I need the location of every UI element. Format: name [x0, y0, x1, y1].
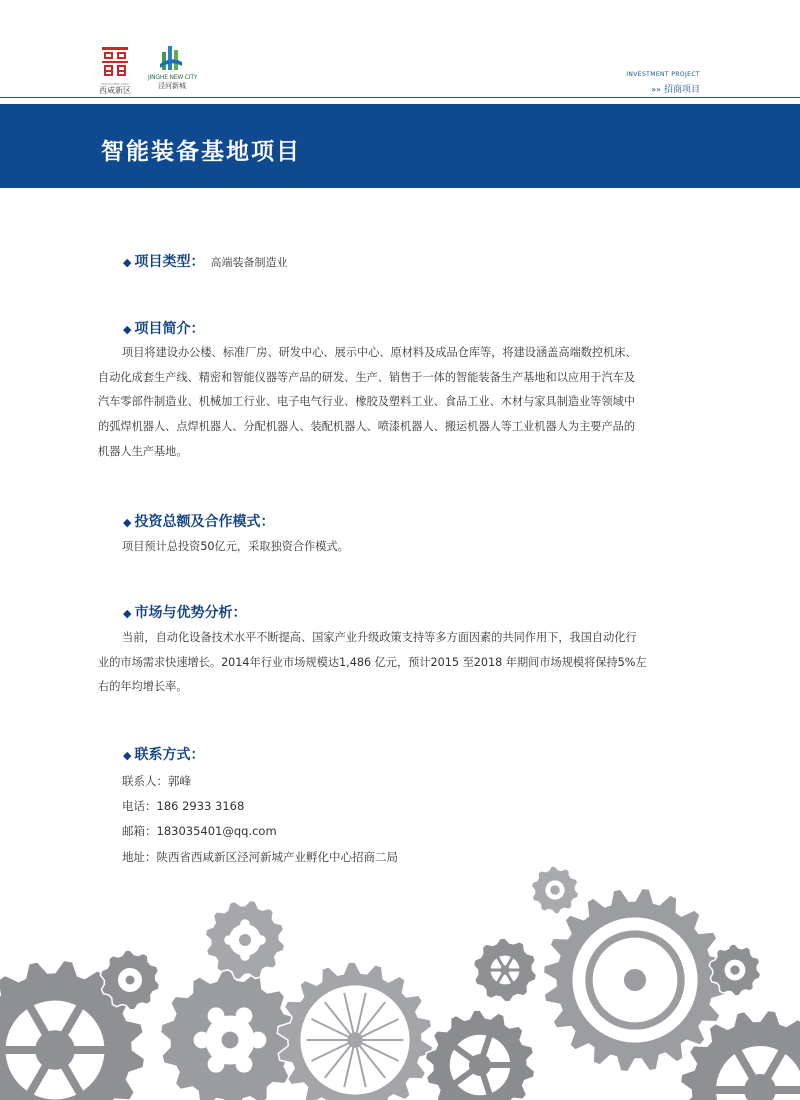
intro-line: 汽车零部件制造业、机械加工行业、电子电气行业、橡胶及塑料工业、食品工业、木材与家具制造业等领域中	[98, 395, 636, 409]
page-title: 智能装备基地项目	[101, 138, 301, 165]
header-divider	[0, 97, 800, 98]
section-project-intro	[123, 318, 204, 338]
section-investment	[123, 511, 274, 531]
gear-icon	[205, 900, 284, 979]
contact-address: 地址：陕西省西咸新区泾河新城产业孵化中心招商二局	[122, 850, 398, 864]
page-header	[0, 0, 800, 106]
investment-line: 项目预计总投资50亿元，采取独资合作模式。	[122, 540, 349, 553]
gear-icon	[473, 938, 536, 1002]
gear-icon	[277, 962, 432, 1100]
intro-line: 自动化成套生产线、精密和智能仪器等产品的研发、生产、销售于一体的智能装备生产基地和以应用于汽车及	[98, 370, 636, 384]
investment-project-zh-text: 招商项目	[663, 85, 700, 95]
market-line: 右的年均增长率。	[98, 680, 188, 694]
investment-text	[98, 535, 713, 560]
section-contact	[123, 744, 204, 764]
xixian-logo	[97, 46, 133, 94]
diamond-icon: ◆	[123, 323, 132, 336]
diamond-icon: ◆	[123, 607, 132, 620]
gear-icon	[425, 1010, 534, 1100]
double-chevron-icon: »»	[651, 85, 661, 94]
section-market	[123, 602, 246, 622]
intro-line: 的弧焊机器人、点焊机器人、分配机器人、装配机器人、喷漆机器人、搬运机器人等工业机器人为主要产品的	[98, 420, 636, 434]
diamond-icon: ◆	[123, 749, 132, 762]
section-contact-label: 联系方式：	[134, 747, 205, 763]
contact-email: 邮箱：183035401@qq.com	[122, 824, 277, 838]
investment-project-label: INVESTMENT PROJECT	[626, 71, 700, 78]
jinghe-logo-icon	[160, 44, 182, 70]
section-project-type	[123, 251, 287, 271]
xixian-logo-name: 西咸新区	[99, 86, 131, 95]
market-text	[98, 626, 713, 700]
xixian-logo-sub: XIXIAN NEW AREA	[101, 82, 129, 86]
contact-phone: 电话：186 2933 3168	[122, 799, 245, 813]
investment-project-zh	[651, 82, 700, 95]
gear-icon	[531, 866, 578, 914]
jinghe-logo	[148, 44, 196, 94]
intro-line: 项目将建设办公楼、标准厂房、研发中心、展示中心、原材料及成品仓库等，将建设涵盖高端数控机床、	[122, 346, 637, 359]
market-line: 业的市场需求快速增长。2014年行业市场规模达1,486 亿元，预计2015 至2018 年期间市场规模将保持5%左	[98, 655, 647, 669]
section-market-label: 市场与优势分析：	[134, 605, 247, 621]
intro-line: 机器人生产基地。	[98, 444, 188, 458]
jinghe-logo-zh: 泾河新城	[158, 82, 186, 90]
jinghe-logo-en: JINGHE NEW CITY	[148, 74, 198, 81]
market-line: 当前，自动化设备技术水平不断提高、国家产业升级政策支持等多方面因素的共同作用下，我国自动化行	[122, 631, 637, 644]
section-investment-label: 投资总额及合作模式：	[134, 514, 275, 530]
section-project-intro-label: 项目简介：	[134, 321, 205, 337]
project-type-value: 高端装备制造业	[210, 256, 288, 269]
contact-person: 联系人：郭峰	[122, 774, 191, 788]
diamond-icon: ◆	[123, 256, 132, 269]
diamond-icon: ◆	[123, 516, 132, 529]
gears-illustration	[0, 860, 800, 1100]
project-intro-text	[98, 341, 713, 465]
xixian-logo-icon	[100, 46, 130, 78]
section-project-type-label: 项目类型：	[134, 254, 205, 270]
gear-icon	[543, 888, 726, 1071]
